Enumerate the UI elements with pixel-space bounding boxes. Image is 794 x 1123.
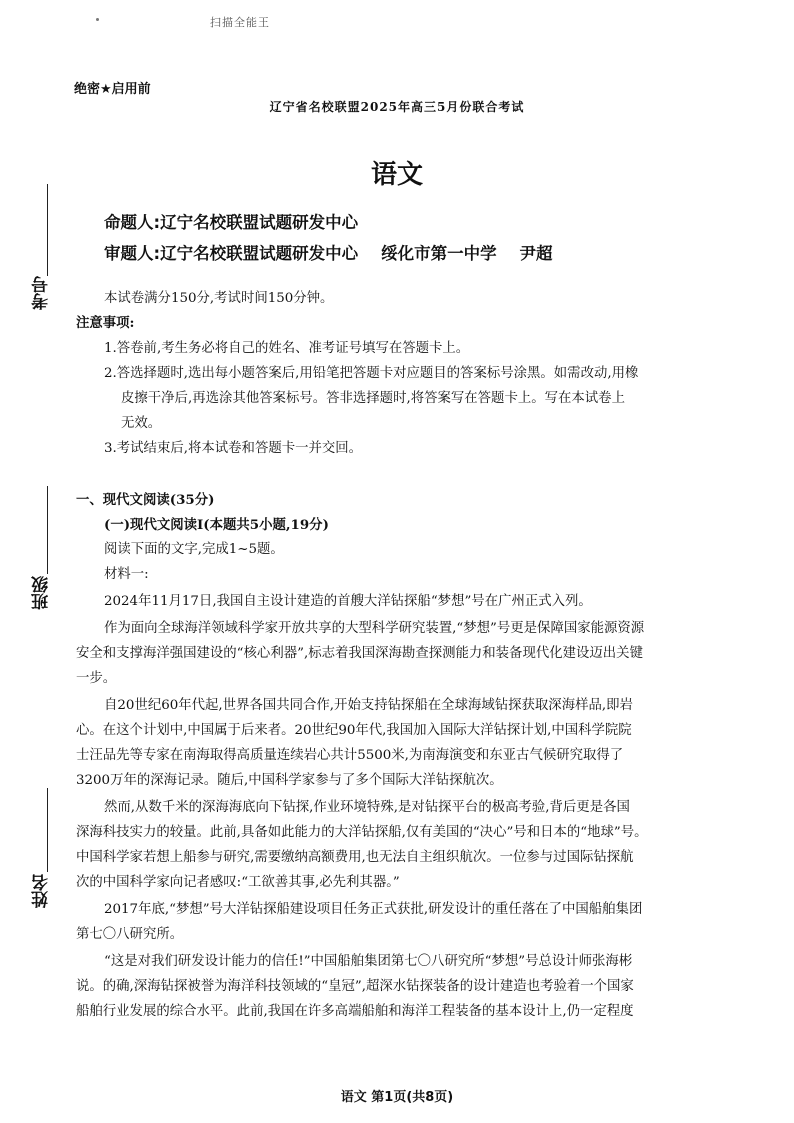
passage-line: 士汪品先等专家在南海取得高质量连续岩心共计5500米,为南海演变和东亚古气候研究取得了 (76, 748, 624, 763)
scan-speck (96, 18, 99, 21)
notice-item: 无效。 (121, 416, 162, 431)
subsection-title: (一)现代文阅读Ⅰ(本题共5小题,19分) (104, 517, 329, 533)
passage-line: 2017年底,“梦想”号大洋钻探船建设项目任务正式获批,研发设计的重任落在了中国船舶集团 (104, 902, 643, 917)
passage-line: 深海科技实力的较量。此前,具备如此能力的大洋钻探船,仅有美国的“决心”号和日本的“地球”号。 (76, 825, 648, 840)
notice-item: 2.答选择题时,选出每小题答案后,用铅笔把答题卡对应题目的答案标号涂黑。如需改动,用橡 (104, 366, 639, 381)
exam-number-label: 考号 (32, 276, 52, 310)
exam-title: 辽宁省名校联盟2025年高三5月份联合考试 (269, 100, 525, 114)
passage-line: 自20世纪60年代起,世界各国共同合作,开始支持钻探船在全球海域钻探获取深海样品,即岩 (104, 698, 633, 713)
class-label: 班级 (32, 576, 52, 610)
passage-line: 心。在这个计划中,中国属于后来者。20世纪90年代,我国加入国际大洋钻探计划,中国科学院院 (76, 723, 632, 738)
passage-line: 中国科学家若想上船参与研究,需要缴纳高额费用,也无法自主组织航次。一位参与过国际钻探航 (76, 850, 634, 865)
secret-label: 绝密★启用前 (74, 82, 151, 97)
reviewer-line: 审题人:辽宁名校联盟试题研发中心 绥化市第一中学 尹超 (104, 244, 553, 263)
class-line (47, 486, 48, 574)
passage-line: 3200万年的深海记录。随后,中国科学家参与了多个国际大洋钻探航次。 (76, 773, 503, 788)
passage-line: 然而,从数千米的深海海底向下钻探,作业环境特殊,是对钻探平台的极高考验,背后更是各国 (104, 800, 630, 815)
section-title: 一、现代文阅读(35分) (76, 492, 215, 508)
passage-line: 作为面向全球海洋领域科学家开放共享的大型科学研究装置,“梦想”号更是保障国家能源资源 (104, 621, 645, 636)
page-footer: 语文 第1页(共8页) (340, 1090, 454, 1105)
name-label: 姓名 (32, 874, 52, 908)
subject-title: 语文 (370, 160, 423, 190)
scan-watermark: 扫描全能王 (210, 16, 270, 29)
passage-line: 安全和支撑海洋强国建设的“核心利器”,标志着我国深海勘查探测能力和装备现代化建设迈出关键 (76, 646, 643, 661)
notice-item: 3.考试结束后,将本试卷和答题卡一并交回。 (104, 441, 363, 456)
exam-number-line (47, 184, 48, 276)
passage-line: 船舶行业发展的综合水平。此前,我国在许多高端船舶和海洋工程装备的基本设计上,仍一定程度 (76, 1004, 634, 1019)
passage-line: “这是对我们研发设计能力的信任!”中国船舶集团第七〇八研究所“梦想”号总设计师张海彬 (104, 954, 633, 969)
notice-item: 皮擦干净后,再选涂其他答案标号。答非选择题时,将答案写在答题卡上。写在本试卷上 (121, 391, 625, 406)
instruction: 阅读下面的文字,完成1~5题。 (104, 542, 284, 557)
passage-line: 一步。 (76, 671, 117, 686)
material-label: 材料一: (104, 567, 149, 582)
notice-item: 1.答卷前,考生务必将自己的姓名、准考证号填写在答题卡上。 (104, 341, 470, 356)
setter-line: 命题人:辽宁名校联盟试题研发中心 (104, 213, 359, 232)
passage-line: 2024年11月17日,我国自主设计建造的首艘大洋钻探船“梦想”号在广州正式入列。 (104, 594, 592, 609)
passage-line: 次的中国科学家向记者感叹:“工欲善其事,必先利其器。” (76, 875, 400, 890)
exam-info: 本试卷满分150分,考试时间150分钟。 (104, 291, 334, 306)
passage-line: 第七〇八研究所。 (76, 927, 184, 942)
passage-line: 说。的确,深海钻探被誉为海洋科技领域的“皇冠”,超深水钻探装备的设计建造也考验着一个国家 (76, 979, 634, 994)
name-line (47, 788, 48, 872)
notice-title: 注意事项: (76, 315, 135, 331)
